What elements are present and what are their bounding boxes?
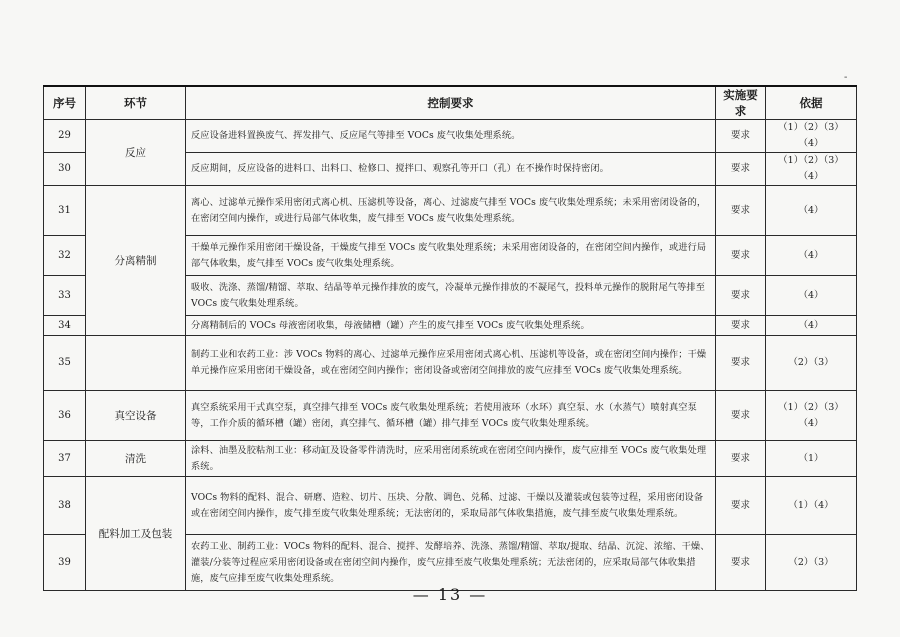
requirement-cell: 制药工业和农药工业：涉 VOCs 物料的离心、过滤单元操作应采用密闭式离心机、压滤机等设备，或在密闭空间内操作；干燥单元操作应采用密闭干燥设备，或在密闭空间内操作；密闭设备或密闭空间排放的废气应排至 VOCs 废气收集处理系统。 <box>186 336 716 391</box>
implementation-cell: 要求 <box>716 441 766 477</box>
requirement-cell: 农药工业、制药工业：VOCs 物料的配料、混合、搅拌、发酵培养、洗涤、蒸馏/精馏、萃取/提取、结晶、沉淀、浓缩、干燥、灌装/分装等过程应采用密闭设备或在密闭空间内操作，废气应排至废气收集处理系统；无法密闭的，应采取局部气体收集措施，废气应排至废气收集处理系统。 <box>186 535 716 591</box>
requirement-cell: 反应设备进料置换废气、挥发排气、反应尾气等排至 VOCs 废气收集处理系统。 <box>186 120 716 153</box>
stage-cell: 真空设备 <box>86 391 186 441</box>
implementation-cell: 要求 <box>716 336 766 391</box>
implementation-cell: 要求 <box>716 535 766 591</box>
implementation-cell: 要求 <box>716 391 766 441</box>
basis-cell: （4） <box>766 236 857 276</box>
implementation-cell: 要求 <box>716 236 766 276</box>
stage-cell-empty <box>86 336 186 391</box>
stage-cell: 分离精制 <box>86 186 186 336</box>
col-header-requirement: 控制要求 <box>186 86 716 120</box>
row-number: 30 <box>44 153 86 186</box>
implementation-cell: 要求 <box>716 316 766 336</box>
table-row <box>44 477 857 535</box>
row-number: 32 <box>44 236 86 276</box>
row-number: 37 <box>44 441 86 477</box>
basis-cell: （4） <box>766 276 857 316</box>
implementation-cell: 要求 <box>716 186 766 236</box>
requirement-cell: VOCs 物料的配料、混合、研磨、造粒、切片、压块、分散、调色、兑稀、过滤、干燥以及灌装或包装等过程，采用密闭设备或在密闭空间内操作，废气排至废气收集处理系统；无法密闭的，采取局部气体收集措施，废气排至废气收集处理系统。 <box>186 477 716 535</box>
basis-cell: （1） <box>766 441 857 477</box>
table-row <box>44 441 857 477</box>
col-header-stage: 环节 <box>86 86 186 120</box>
col-header-no: 序号 <box>44 86 86 120</box>
requirement-cell: 反应期间，反应设备的进料口、出料口、检修口、搅拌口、观察孔等开口（孔）在不操作时保持密闭。 <box>186 153 716 186</box>
stage-cell: 清洗 <box>86 441 186 477</box>
row-number: 33 <box>44 276 86 316</box>
basis-cell: （4） <box>766 186 857 236</box>
table-row <box>44 186 857 236</box>
requirement-cell: 分离精制后的 VOCs 母液密闭收集，母液储槽（罐）产生的废气排至 VOCs 废气收集处理系统。 <box>186 316 716 336</box>
row-number: 31 <box>44 186 86 236</box>
row-number: 29 <box>44 120 86 153</box>
implementation-cell: 要求 <box>716 153 766 186</box>
implementation-cell: 要求 <box>716 477 766 535</box>
basis-cell: （4） <box>766 316 857 336</box>
basis-cell: （2）（3） <box>766 336 857 391</box>
table-header-row <box>44 86 857 120</box>
row-number: 39 <box>44 535 86 591</box>
basis-cell: （2）（3） <box>766 535 857 591</box>
row-number: 38 <box>44 477 86 535</box>
basis-cell: （1）（2）（3）（4） <box>766 120 857 153</box>
table-row <box>44 120 857 153</box>
requirement-cell: 干燥单元操作采用密闭干燥设备，干燥废气排至 VOCs 废气收集处理系统；未采用密闭设备的，在密闭空间内操作，或进行局部气体收集，废气排至 VOCs 废气收集处理系统。 <box>186 236 716 276</box>
stage-cell: 反应 <box>86 120 186 186</box>
basis-cell: （1）（2）（3）（4） <box>766 153 857 186</box>
requirement-cell: 涂料、油墨及胶粘剂工业：移动缸及设备零件清洗时，应采用密闭系统或在密闭空间内操作，废气应排至 VOCs 废气收集处理系统。 <box>186 441 716 477</box>
page-number: — 13 — <box>412 585 488 604</box>
basis-cell: （1）（4） <box>766 477 857 535</box>
requirement-cell: 真空系统采用干式真空泵，真空排气排至 VOCs 废气收集处理系统；若使用液环（水环）真空泵、水（水蒸气）喷射真空泵等，工作介质的循环槽（罐）密闭，真空排气、循环槽（罐）排气排至 VOCs 废气收集处理系统。 <box>186 391 716 441</box>
row-number: 35 <box>44 336 86 391</box>
stage-cell: 配料加工及包装 <box>86 477 186 591</box>
table-row <box>44 391 857 441</box>
control-requirements-table <box>43 85 857 591</box>
requirement-cell: 离心、过滤单元操作采用密闭式离心机、压滤机等设备，离心、过滤废气排至 VOCs 废气收集处理系统；未采用密闭设备的，在密闭空间内操作，或进行局部气体收集，废气排至 VOCs 废气收集处理系统。 <box>186 186 716 236</box>
page-mark: - <box>844 72 848 83</box>
implementation-cell: 要求 <box>716 120 766 153</box>
basis-cell: （1）（2）（3）（4） <box>766 391 857 441</box>
row-number: 34 <box>44 316 86 336</box>
requirement-cell: 吸收、洗涤、蒸馏/精馏、萃取、结晶等单元操作排放的废气，冷凝单元操作排放的不凝尾气，投料单元操作的脱附尾气等排至 VOCs 废气收集处理系统。 <box>186 276 716 316</box>
implementation-cell: 要求 <box>716 276 766 316</box>
row-number: 36 <box>44 391 86 441</box>
table-row <box>44 336 857 391</box>
col-header-implementation: 实施要求 <box>716 86 766 120</box>
col-header-basis: 依据 <box>766 86 857 120</box>
